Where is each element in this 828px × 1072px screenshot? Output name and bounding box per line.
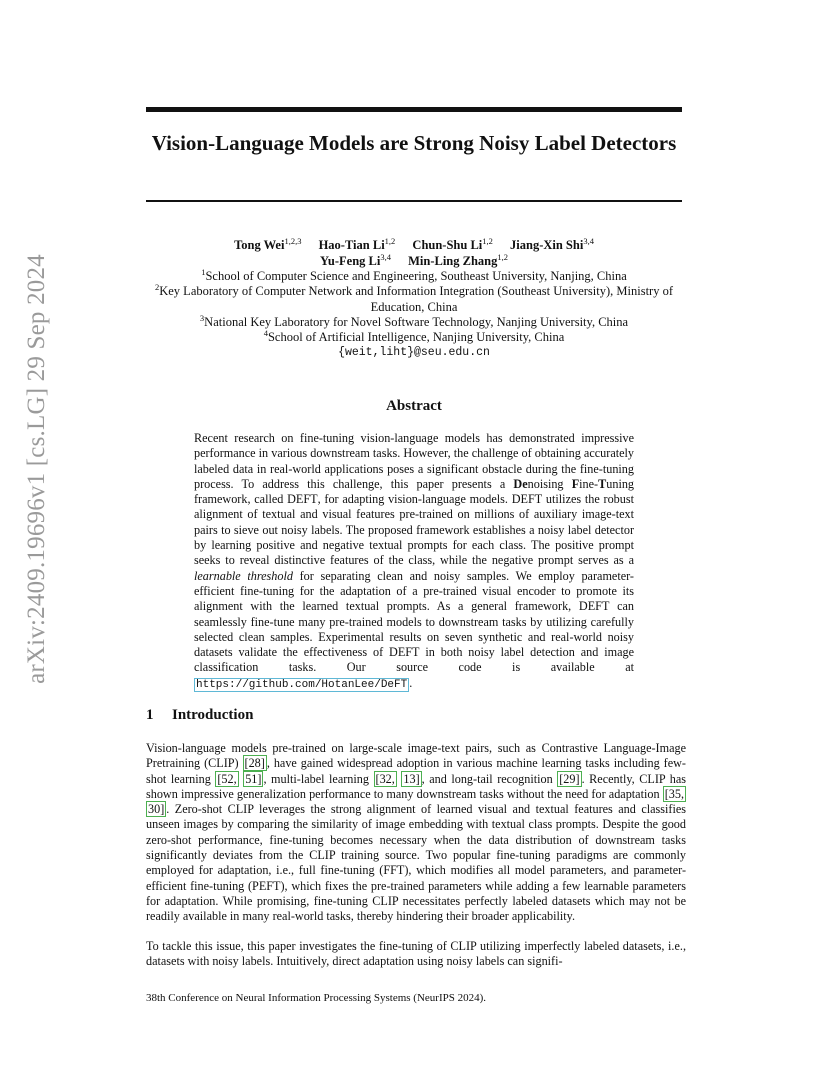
affiliations	[146, 269, 682, 361]
intro-paragraph: Vision-language models pre-trained on large-scale image-text pairs, such as Contrastive Language-Image Pretraining (CLIP) [28] , have gained widespread adoption in various machine learning tasks including few-shot learning [52, 51] , multi-label learning [32, 13] , and long-tail recognition [29] . Recently, CLIP has shown impressive generalization performance to many downstream tasks without the need for adaptation [35, 30] . Zero-shot CLIP leverages the strong alignment of learned visual and textual features and classifies unseen images by comparing the similarity of image embedding with textual class prompts. Despite the good zero-shot performance, fine-tuning becomes necessary when the data distribution of downstream tasks significantly deviates from the CLIP training source. Two popular fine-tuning paradigms are commonly employed for adaptation, i.e., full fine-tuning (FFT), which modifies all model parameters, and parameter-efficient fine-tuning (PEFT), which fixes the pre-trained parameters while adding a few learnable parameters for adaptation. While promising, fine-tuning CLIP necessitates perfectly labeled datasets which may not be readily available in many real-world tasks, thereby hindering their broader applicability.	[146, 741, 687, 924]
citation-link[interactable]: 51]	[245, 771, 262, 786]
abstract-body: Recent research on fine-tuning vision-language models has demonstrated impressive performance in various downstream tasks. However, the challenge of obtaining accurately labeled data in real-world applications poses a significant obstacle during the fine-tuning process. To address this challenge, this paper presents a Denoising Fine-Tuning framework, called DEFT, for adapting vision-language models. DEFT utilizes the robust alignment of textual and visual features pre-trained on millions of auxiliary image-text pairs to sieve out noisy labels. The proposed framework establishes a noisy label detector by learning positive and negative textual prompts for each class. The positive prompt seeks to reveal distinctive features of the class, while the negative prompt serves as a learnable threshold for separating clean and noisy samples. We employ parameter-efficient fine-tuning for the adaptation of a pre-trained visual encoder to promote its alignment with the learned textual prompts. As a general framework, DEFT can seamlessly fine-tune many pre-trained models to downstream tasks by utilizing carefully selected clean samples. Experimental results on seven synthetic and real-world noisy datasets validate the effectiveness of DEFT in both noisy label detection and image classification tasks. Our source code is available at https://github.com/HotanLee/DeFT .	[194, 431, 635, 691]
method-name: DEFT	[511, 492, 543, 507]
author: Jiang-Xin Shi$^{3,4}$	[510, 236, 594, 252]
affiliation: $^3$National Key Laboratory for Novel Software Technology, Nanjing University, China	[199, 312, 629, 329]
author: Yu-Feng Li$^{3,4}$	[320, 252, 391, 268]
abstract-heading: Abstract	[386, 398, 442, 414]
author: Tong Wei$^{1,2,3}$	[234, 236, 302, 252]
affiliation: $^2$Key Laboratory of Computer Network and Information Integration (Southeast University), Ministry of Education, China	[154, 282, 674, 314]
affiliation: $^1$School of Computer Science and Engineering, Southeast University, Nanjing, China	[201, 267, 627, 283]
citation-link[interactable]: [32,	[375, 771, 395, 786]
conference-footnote: 38th Conference on Neural Information Processing Systems (NeurIPS 2024).	[146, 992, 487, 1004]
citation-link[interactable]: 30]	[148, 802, 165, 817]
arxiv-stamp	[22, 254, 52, 684]
citation-link[interactable]: [28]	[244, 756, 265, 771]
title-rule-bottom	[146, 200, 682, 202]
author: Chun-Shu Li$^{1,2}$	[412, 236, 493, 252]
paper-title: Vision-Language Models are Strong Noisy Label Detectors	[151, 131, 677, 155]
arxiv-identifier: arXiv:2409.19696v1 [cs.LG] 29 Sep 2024	[23, 254, 50, 684]
author: Min-Ling Zhang$^{1,2}$	[408, 252, 508, 268]
citation-link[interactable]: [35,	[664, 786, 684, 801]
author-list	[146, 237, 682, 269]
method-name: DEFT	[287, 492, 318, 507]
method-name: DEFT	[389, 645, 420, 660]
author-email[interactable]: {weit,liht}@seu.edu.cn	[338, 346, 490, 360]
citation-link[interactable]: [52,	[217, 771, 237, 786]
method-name: DEFT	[578, 599, 610, 614]
citation-link[interactable]: [29]	[559, 771, 580, 786]
affiliation: $^4$School of Artificial Intelligence, Nanjing University, China	[263, 328, 565, 345]
source-code-link[interactable]: https://github.com/HotanLee/DeFT	[196, 678, 408, 691]
title-rule-top	[146, 107, 682, 112]
section-heading: 1 Introduction	[146, 707, 254, 723]
intro-paragraph: To tackle this issue, this paper investigates the fine-tuning of CLIP utilizing imperfectly labeled datasets, i.e., datasets with noisy labels. Intuitively, direct adaptation using noisy labels can signifi-	[146, 939, 686, 969]
citation-link[interactable]: 13]	[403, 771, 420, 786]
author: Hao-Tian Li$^{1,2}$	[318, 236, 396, 252]
